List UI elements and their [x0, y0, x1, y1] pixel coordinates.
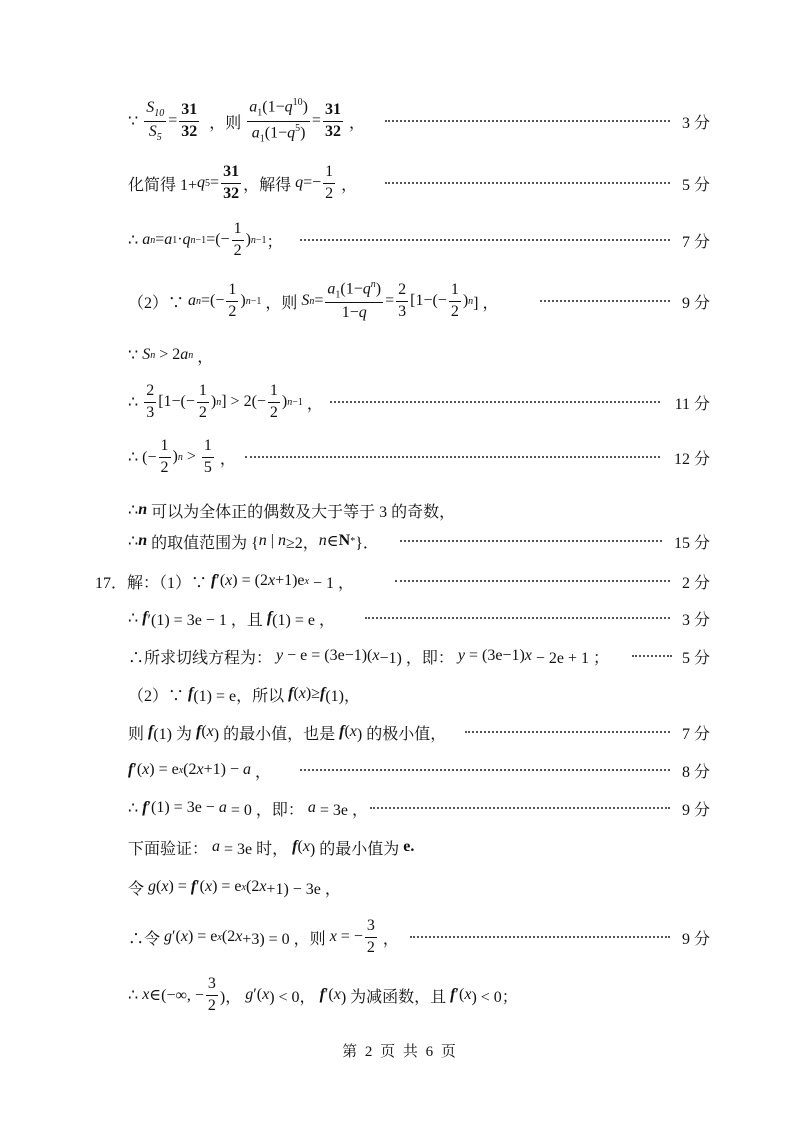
- score-label: 9 分: [681, 930, 710, 948]
- score-label: 3 分: [681, 114, 710, 132]
- solution-line: [0, 377, 800, 427]
- page-footer: 第 2 页 共 6 页: [342, 1044, 458, 1060]
- score-label: 15 分: [673, 534, 710, 552]
- score-label: 7 分: [681, 233, 710, 251]
- dot-leader: [395, 580, 670, 582]
- dot-leader: [300, 769, 670, 771]
- dot-leader: [400, 540, 662, 542]
- math-expression: ∵ $\frac{S_{10}}{S_5}$ = $\frac{31}{32}$ ，则 $\frac{a_1(1-q^{10})}{a_1(1-q^5)}$ = $\frac{31}{32}$ ，: [128, 97, 365, 145]
- solution-line: [0, 912, 800, 962]
- math-expression: ∴ a n = a 1 · q n −1 =(− $\frac{1}{2}$ ) n −1 ；: [128, 220, 283, 259]
- math-expression: ∴ n 的取值范围为 { n | n ≥2， n ∈ N * }．: [128, 532, 379, 552]
- solution-line: [0, 96, 800, 146]
- math-expression: ∴所求切线方程为： y − e = (3e−1)( x −1) ，即： y = (3e−1) x − 2e + 1 ；: [128, 647, 610, 667]
- score-label: 5 分: [681, 649, 710, 667]
- score-label: 8 分: [681, 763, 710, 781]
- math-expression: ∴ f ′(1) = 3e − a = 0 ，即： a = 3e ，: [128, 799, 368, 819]
- score-label: 9 分: [681, 294, 710, 312]
- math-expression: ∵ S n > 2 a n ，: [128, 346, 214, 366]
- math-expression: 则 f (1) 为 f ( x ) 的最小值，也是 f ( x ) 的极小值，: [128, 723, 447, 743]
- math-expression: ∴ n 可以为全体正的偶数及大于等于 3 的奇数，: [128, 501, 456, 521]
- score-label: 12 分: [673, 450, 710, 468]
- math-expression: ∴ f ′(1) = 3e − 1 ，且 f (1) = e ，: [128, 609, 335, 629]
- math-expression: ∴ (− $\frac{1}{2}$ ) n > $\frac{1}{5}$ ，: [128, 437, 236, 476]
- dot-leader: [300, 239, 670, 241]
- dot-leader: [330, 401, 660, 403]
- solution-line: [0, 276, 800, 326]
- dot-leader: [365, 617, 670, 619]
- math-expression: f ′( x ) = e x (2 x +1) − a ，: [128, 761, 271, 781]
- dot-leader: [245, 456, 660, 458]
- dot-leader: [465, 731, 670, 733]
- dot-leader: [385, 182, 670, 184]
- solution-line: [0, 330, 800, 380]
- dot-leader: [385, 120, 670, 122]
- math-expression: ∴ $\frac{2}{3}$ [1−(− $\frac{1}{2}$ ) n ] > 2(− $\frac{1}{2}$ ) n −1 ，: [128, 382, 323, 421]
- score-label: 2 分: [681, 574, 710, 592]
- math-expression: 17．解：（1）∵ f ′( x ) = (2 x +1)e x − 1 ，: [95, 572, 355, 592]
- dot-leader: [410, 936, 670, 938]
- math-expression: （2）∵ a n =(− $\frac{1}{2}$ ) n −1 ，则 S n = $\frac{a_1(1-q^n)}{1-q}$ = $\frac{2}{3}$ [1−(− $\frac{1}{2}$ ) n ] ，: [128, 279, 499, 322]
- score-label: 9 分: [681, 801, 710, 819]
- math-expression: ∴ x ∈(−∞, − $\frac{3}{2}$ )， g ′( x ) < 0， f ′( x ) 为减函数，且 f ′( x ) < 0；: [128, 975, 518, 1014]
- score-label: 5 分: [681, 176, 710, 194]
- dot-leader: [370, 807, 670, 809]
- math-expression: 令 g ( x ) = f ′( x ) = e x (2 x +1) − 3e ，: [128, 878, 341, 898]
- score-label: 3 分: [681, 611, 710, 629]
- score-label: 11 分: [674, 395, 710, 413]
- dot-leader: [632, 655, 672, 657]
- solution-line: [0, 215, 800, 265]
- solution-line: [0, 862, 800, 912]
- math-expression: 下面验证： a = 3e 时， f ( x ) 的最小值为 e.: [128, 838, 415, 858]
- solution-line: [0, 158, 800, 208]
- solution-line: [0, 970, 800, 1020]
- math-expression: （2）∵ f (1) = e，所以 f ( x )≥ f (1)，: [128, 685, 361, 705]
- math-expression: ∴令 g ′( x ) = e x (2 x +3) = 0 ，则 x = − $\frac{3}{2}$ ，: [128, 917, 399, 956]
- solution-line: [0, 432, 800, 482]
- dot-leader: [540, 300, 670, 302]
- score-label: 7 分: [681, 725, 710, 743]
- math-expression: 化简得 1+ q 5 = $\frac{31}{32}$ ，解得 q =− $\frac{1}{2}$ ，: [128, 163, 358, 202]
